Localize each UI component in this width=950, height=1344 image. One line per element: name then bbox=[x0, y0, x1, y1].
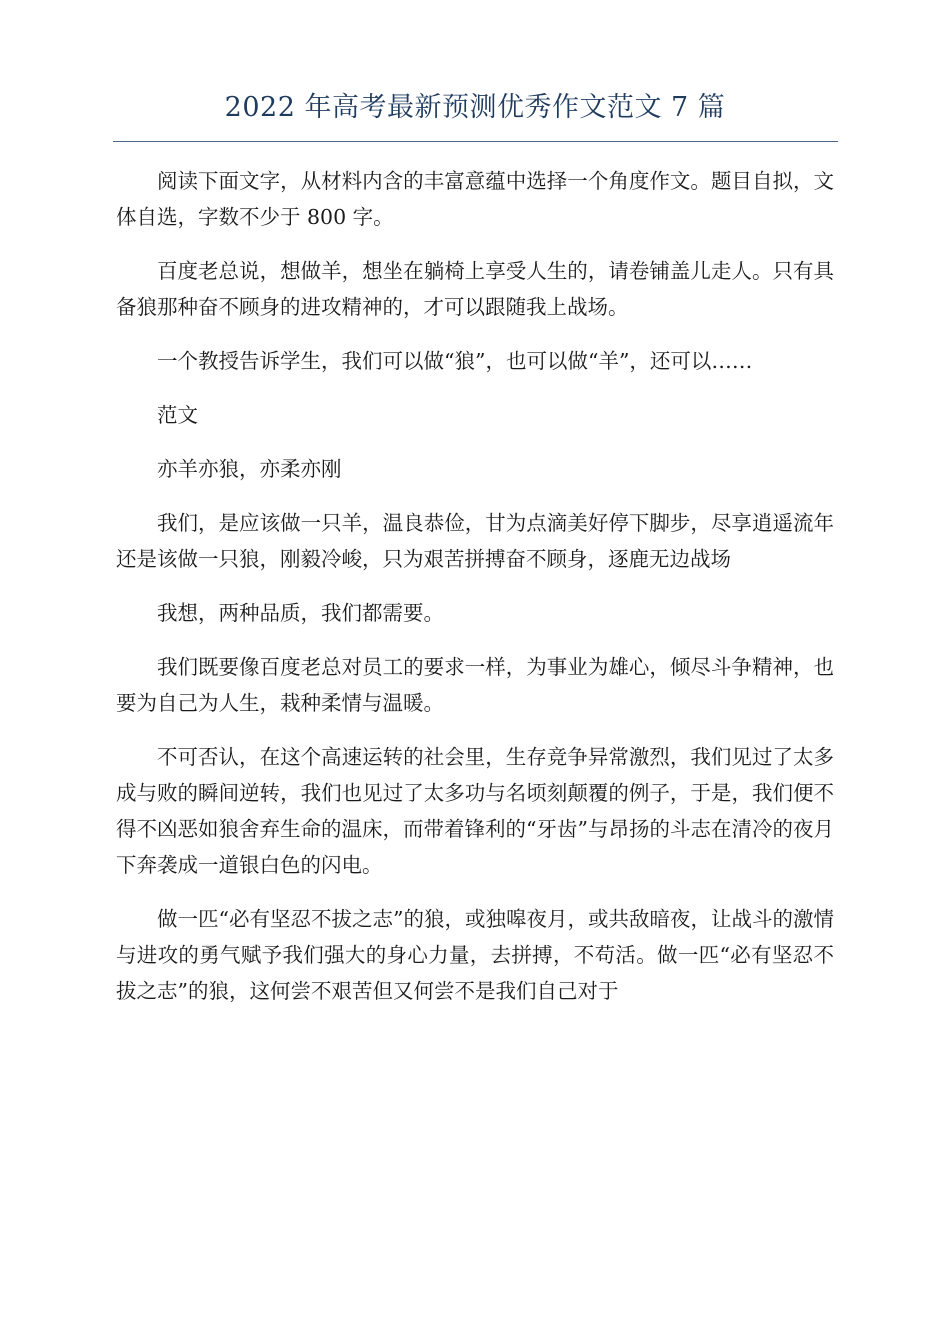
document-title: 2022 年高考最新预测优秀作文范文 7 篇 bbox=[224, 92, 726, 123]
essay-paragraph-1: 我们，是应该做一只羊，温良恭俭，甘为点滴美好停下脚步，尽享逍遥流年还是该做一只狼，刚毅冷峻，只为艰苦拼搏奋不顾身，逐鹿无边战场 bbox=[116, 511, 834, 571]
essay-paragraph-4: 不可否认，在这个高速运转的社会里，生存竞争异常激烈，我们见过了太多成与败的瞬间逆转，我们也见过了太多功与名顷刻颠覆的例子，于是，我们便不得不凶恶如狼舍弃生命的温床，而带着锋利的“牙齿”与昂扬的斗志在清冷的夜月下奔袭成一道银白色的闪电。 bbox=[116, 745, 834, 877]
sample-essay-label: 范文 bbox=[157, 403, 198, 427]
document-body bbox=[116, 163, 834, 1027]
essay-paragraph-3: 我们既要像百度老总对员工的要求一样，为事业为雄心，倾尽斗争精神，也要为自己为人生，栽种柔情与温暖。 bbox=[116, 655, 834, 715]
title-divider bbox=[113, 141, 838, 142]
prompt-paragraph-1: 阅读下面文字，从材料内含的丰富意蕴中选择一个角度作文。题目自拟，文体自选，字数不少于 800 字。 bbox=[116, 169, 834, 229]
essay-paragraph-5: 做一匹“必有坚忍不拔之志”的狼，或独嗥夜月，或共敌暗夜，让战斗的激情与进攻的勇气赋予我们强大的身心力量，去拼搏，不苟活。做一匹“必有坚忍不拔之志”的狼，这何尝不艰苦但又何尝不是我们自己对于 bbox=[116, 907, 834, 1003]
prompt-paragraph-3: 一个教授告诉学生，我们可以做“狼”，也可以做“羊”，还可以…… bbox=[157, 349, 753, 373]
essay-paragraph-2: 我想，两种品质，我们都需要。 bbox=[157, 601, 444, 625]
prompt-paragraph-2: 百度老总说，想做羊，想坐在躺椅上享受人生的，请卷铺盖儿走人。只有具备狼那种奋不顾身的进攻精神的，才可以跟随我上战场。 bbox=[116, 259, 834, 319]
essay-title: 亦羊亦狼，亦柔亦刚 bbox=[157, 457, 342, 481]
